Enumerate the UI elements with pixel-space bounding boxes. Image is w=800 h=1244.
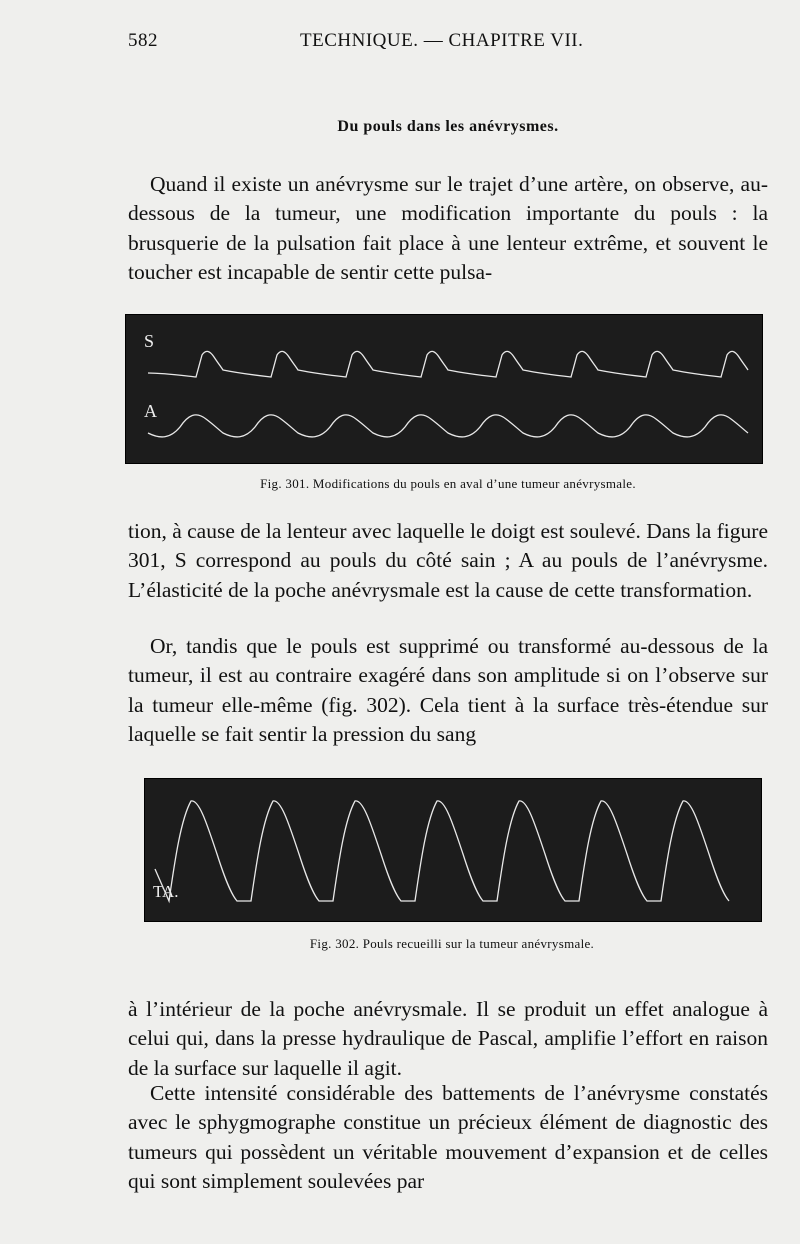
trace-label-a: A [144,401,157,421]
trace-a-line [148,415,748,437]
trace-label-s: S [144,331,155,351]
page-header [128,30,768,60]
trace-s-line [148,351,748,377]
paragraph-3: Or, tandis que le pouls est supprimé ou transformé au-dessous de la tumeur, il est au contraire exagéré dans son amplitude si on l’observe sur la tumeur elle-même (fig. 302). Cela tient à la surface très-étendue sur laquelle se fait sentir la pression du sang [128,634,768,746]
paragraph-4: à l’intérieur de la poche anévrysmale. Il se produit un effet analogue à celui qui, dans la presse hydraulique de Pascal, amplifie l’effort en raison de la surface sur laquelle il agit. [128,997,768,1080]
figure-301-svg [126,315,762,463]
figure-302-tracing [144,778,762,922]
running-title: TECHNIQUE. — CHAPITRE VII. [300,30,584,51]
figure-301-caption: Fig. 301. Modifications du pouls en aval d’une tumeur anévrysmale. [260,476,636,491]
paragraph-2: tion, à cause de la lenteur avec laquelle le doigt est soulevé. Dans la figure 301, S correspond au pouls du côté sain ; A au pouls de l’anévrysme. L’élasticité de la poche anévrysmale est la cause de cette transformation. [128,519,768,602]
section-title: Du pouls dans les anévrysmes. [337,118,559,135]
figure-301-tracing [125,314,763,464]
paragraph-5: Cette intensité considérable des battements de l’anévrysme constatés avec le sphygmographe constitue un précieux élément de diagnostic des tumeurs qui possèdent un véritable mouvement d’expansion et de celles qui sont simplement soulevées par [128,1081,768,1193]
trace-ta-line [155,801,729,901]
figure-302-svg [145,779,761,921]
trace-label-ta: TA. [153,882,179,901]
figure-302-caption: Fig. 302. Pouls recueilli sur la tumeur anévrysmale. [309,936,595,951]
paragraph-1: Quand il existe un anévrysme sur le trajet d’une artère, on observe, au-dessous de la tumeur, une modification importante du pouls : la brusquerie de la pulsation fait place à une lenteur extrême, et souvent le toucher est incapable de sentir cette pulsa- [128,172,768,284]
page-number: 582 [128,30,158,51]
